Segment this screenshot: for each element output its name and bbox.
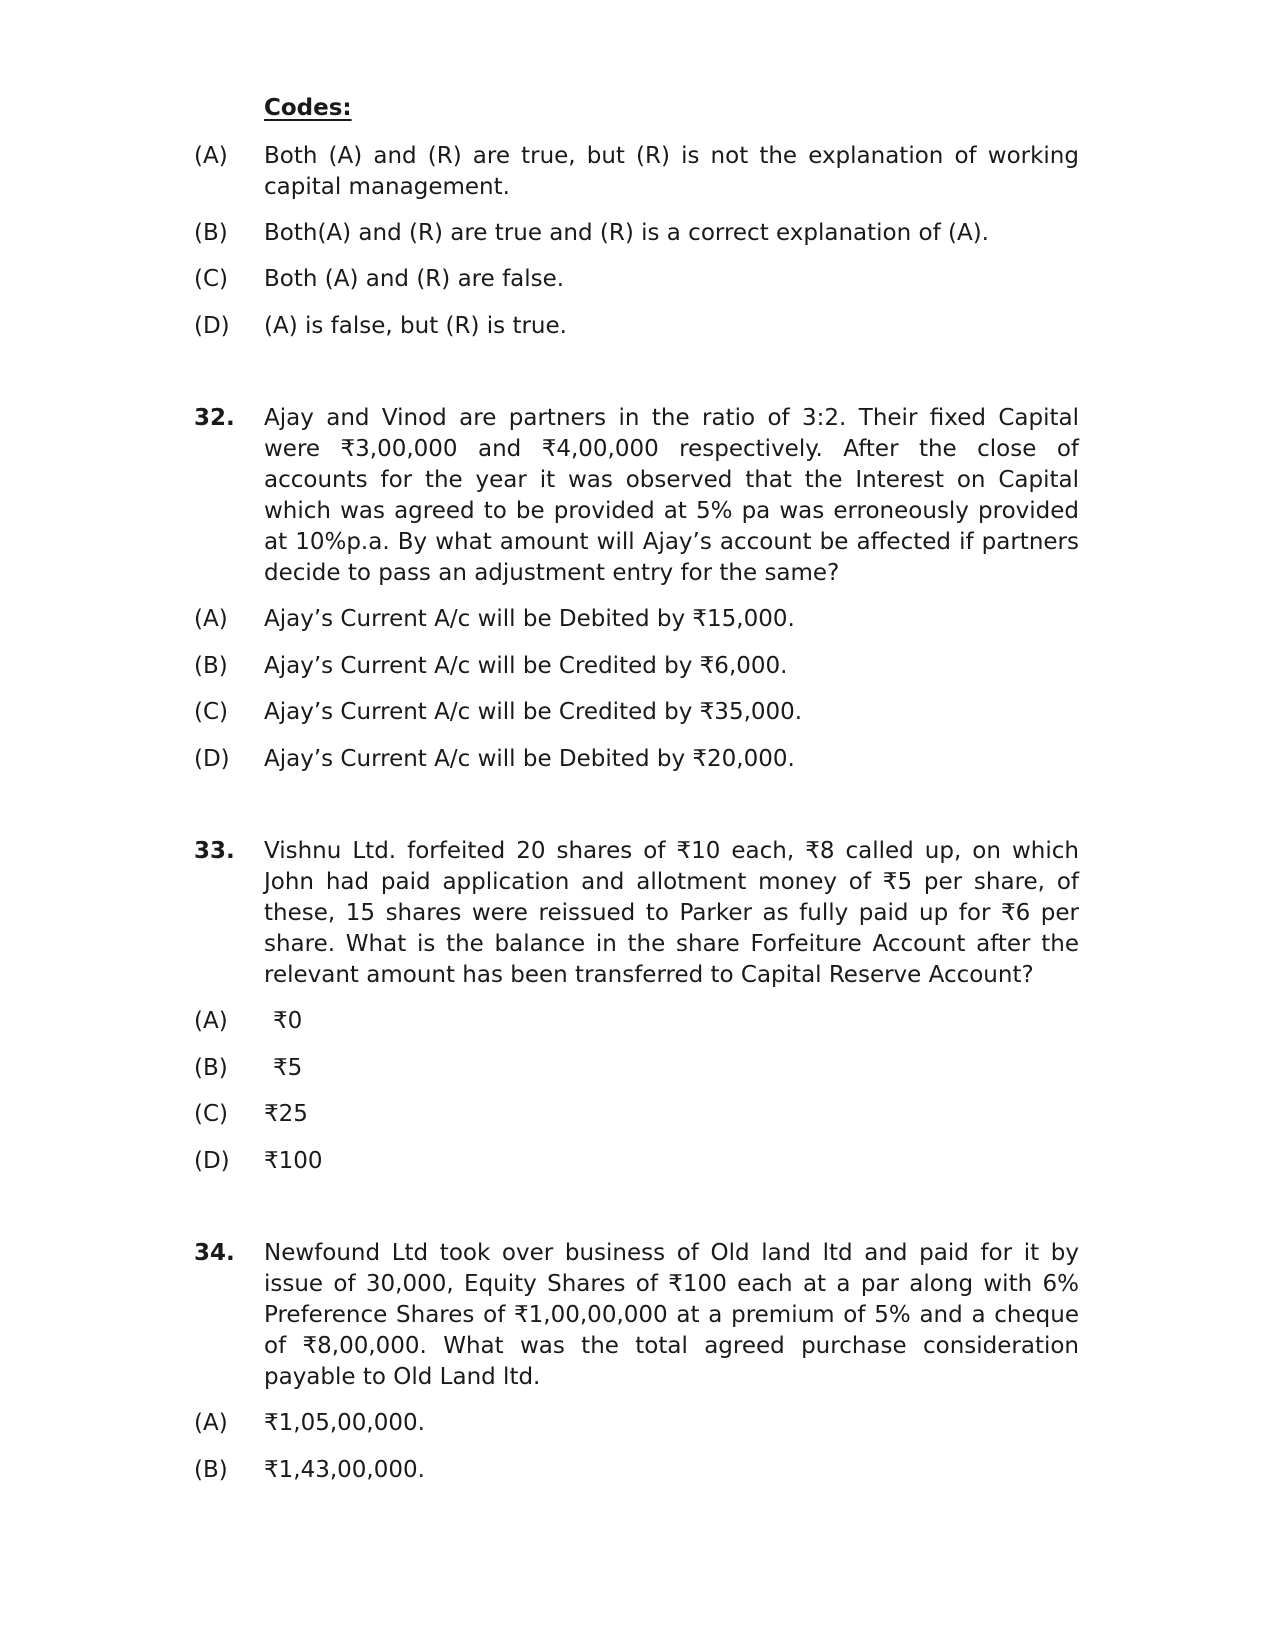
option-label: (C) [194,1101,229,1127]
option-text: Ajay’s Current A/c will be Debited by ₹20,000. [264,746,795,772]
option-label: (B) [194,1457,228,1483]
option-label: (A) [194,1410,228,1436]
question-text: Newfound Ltd took over business of Old land ltd and paid for it by issue of 30,000, Equity Shares of ₹100 each at a par along with 6% Preference Shares of ₹1,00,00,000 at a premium of 5% and a cheque of ₹8,00,000. What was the total agreed purchase consideration payable to Old Land ltd. [264,1240,1079,1390]
option-text: ₹5 [273,1055,303,1081]
option-text: ₹1,43,00,000. [264,1457,425,1483]
codes-heading: Codes: [264,95,352,121]
option-label: (C) [194,266,229,292]
option-label: (B) [194,653,228,679]
option-text: Ajay’s Current A/c will be Debited by ₹15,000. [264,606,795,632]
option-text: ₹25 [264,1101,308,1127]
option-text: Both (A) and (R) are false. [264,266,565,292]
option-text: ₹0 [273,1008,303,1034]
question-text: Ajay and Vinod are partners in the ratio of 3:2. Their fixed Capital were ₹3,00,000 and ₹4,00,000 respectively. After the close of accounts for the year it was observed that the Interest on Capital which was agreed to be provided at 5% pa was erroneously provided at 10%p.a. By what amount will Ajay’s account be affected if partners decide to pass an adjustment entry for the same? [264,405,1079,586]
option-label: (A) [194,1008,228,1034]
option-text: Ajay’s Current A/c will be Credited by ₹6,000. [264,653,788,679]
option-label: (B) [194,1055,228,1081]
option-text: Ajay’s Current A/c will be Credited by ₹35,000. [264,699,803,725]
option-text: Both(A) and (R) are true and (R) is a correct explanation of (A). [264,220,989,246]
option-label: (A) [194,606,228,632]
option-label: (D) [194,746,230,772]
option-text: ₹1,05,00,000. [264,1410,425,1436]
option-label: (B) [194,220,228,246]
option-label: (D) [194,313,230,339]
question-number: 32. [194,405,235,431]
question-number: 34. [194,1240,235,1266]
option-text: (A) is false, but (R) is true. [264,313,567,339]
option-text: ₹100 [264,1148,323,1174]
option-label: (A) [194,143,228,169]
question-number: 33. [194,838,235,864]
option-label: (C) [194,699,229,725]
option-text: Both (A) and (R) are true, but (R) is not the explanation of working capital management. [264,143,1079,200]
option-label: (D) [194,1148,230,1174]
question-text: Vishnu Ltd. forfeited 20 shares of ₹10 each, ₹8 called up, on which John had paid application and allotment money of ₹5 per share, of these, 15 shares were reissued to Parker as fully paid up for ₹6 per share. What is the balance in the share Forfeiture Account after the relevant amount has been transferred to Capital Reserve Account? [264,838,1079,988]
